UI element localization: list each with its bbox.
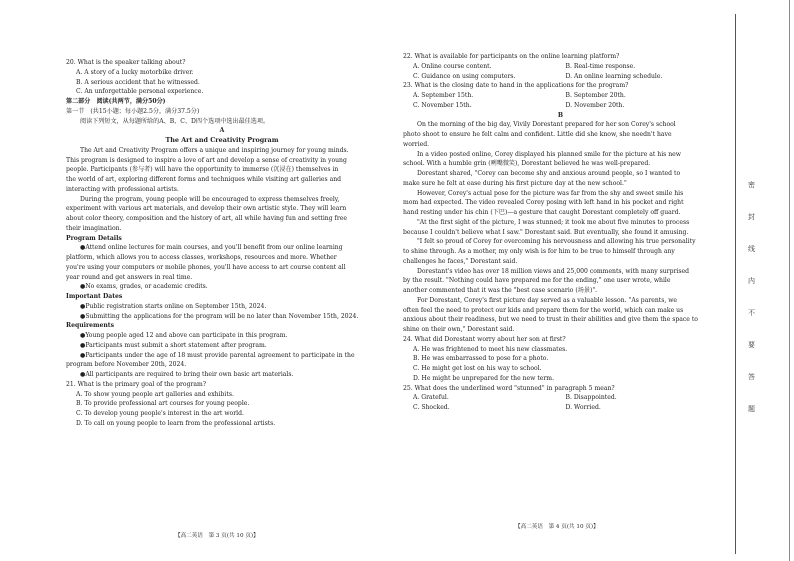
q23-options-row [403, 101, 718, 111]
important-dates-label: Important Dates [66, 293, 123, 300]
para1-line: The Art and Creativity Program offers a unique and inspiring journey for young minds. [80, 146, 349, 154]
date-line: ●Submitting the applications for the program will be no later than November 15th, 2024. [80, 312, 359, 320]
binding-char: 内 [748, 277, 755, 285]
para1-line: people. Participants (参与者) will have the opportunity to immerse (沉浸在) themselves in [66, 166, 339, 174]
passage-b-letter: B [557, 111, 564, 119]
details-line: ●No exams, grades, or academic credits. [80, 283, 208, 291]
q23-option-d: D. November 20th. [565, 101, 625, 109]
requirement-line: ●Participants under the age of 18 must provide parental agreement to participate in the [80, 351, 355, 359]
right-column [403, 0, 718, 413]
binding-char: 要 [748, 341, 755, 349]
passage-b-line: However, Corey's actual pose for the picture was far from the shy and sweet smile his [417, 189, 684, 197]
part2-header: 第二部分 阅读(共两节，满分50分) [66, 98, 166, 105]
q25-options-row [403, 393, 718, 403]
passage-b-line: hand resting under his chin (下巴)—a gesture that caught Dorestant completely off guard. [403, 209, 681, 216]
question-24: 24. What did Dorestant worry about her son at first? [403, 335, 566, 343]
details-line: platform, which allows you to access classes, workshops, resources and more. Whether [66, 254, 337, 261]
question-25: 25. What does the underlined word "stunned" in paragraph 5 mean? [403, 384, 615, 392]
q22-option-b: B. Real-time response. [565, 62, 636, 70]
q22-option-c: C. Guidance on using computers. [413, 72, 516, 80]
q21-option-a: A. To show young people art galleries and exhibits. [76, 390, 234, 398]
passage-b-line: often feel the need to protect our kids and prepare them for the world, which can make us [403, 306, 684, 314]
question-20: 20. What is the speaker talking about? [66, 59, 186, 66]
question-21: 21. What is the primary goal of the program? [66, 380, 207, 388]
binding-margin-line [735, 14, 736, 554]
section1-header: 第一节 (共15小题；每小题2.5分，满分37.5分) [66, 107, 200, 115]
passage-b-line: For Dorestant, Corey's first picture day served as a valuable lesson. "As parents, we [417, 296, 678, 304]
passage-b-line: Dorestant shared, "Corey can become shy and anxious around people, so I wanted to [417, 170, 681, 177]
passage-b-line: Dorestant's video has over 18 million views and 25,000 comments, with many surprised [417, 267, 689, 275]
binding-char: 题 [748, 405, 755, 413]
q20-option-a: A. A story of a lucky motorbike driver. [76, 68, 194, 76]
binding-char: 答 [748, 373, 755, 381]
binding-char: 不 [748, 309, 755, 317]
para2-line: During the program, young people will be encouraged to express themselves freely, [80, 195, 340, 203]
program-details-label: Program Details [66, 234, 122, 242]
binding-char: 封 [748, 213, 755, 221]
q20-option-b: B. A serious accident that he witnessed. [76, 78, 200, 86]
q24-option-a: A. He was frightened to meet his new classmates. [413, 345, 568, 353]
para2-line: experiment with various art materials, and develop their own artistic style. They will learn [66, 205, 347, 213]
q25-option-b: B. Disappointed. [565, 394, 617, 402]
q24-option-b: B. He was embarrassed to pose for a photo. [413, 355, 549, 363]
para2-line: their imagination. [66, 224, 122, 232]
passage-b-line: by the result. "Nothing could have prepared me for the ending," one user wrote, while [403, 277, 671, 285]
q24-option-d: D. He might be unprepared for the new term. [413, 374, 555, 382]
requirement-line: ●Participants must submit a short statement after program. [80, 341, 267, 349]
binding-char: 线 [748, 245, 755, 253]
q23-options-row [403, 91, 718, 101]
para1-line: the world of art, exploring different forms and techniques while visiting art galleries and [66, 176, 342, 183]
q21-option-d: D. To call on young people to learn from the professional artists. [76, 419, 276, 427]
passage-b-line: "I felt so proud of Corey for overcoming his nervousness and allowing his true personality [417, 238, 696, 246]
requirement-line: program before November 20th, 2024. [66, 361, 187, 369]
binding-notice [748, 180, 760, 414]
passage-b-line: In a video posted online, Corey displayed his planned smile for the picture at his new [417, 150, 681, 158]
q22-options-row [403, 72, 718, 82]
requirement-line: ●Young people aged 12 and above can participate in this program. [80, 332, 288, 339]
details-line: ●Attend online lectures for main courses, and you'll benefit from our online learning [80, 244, 343, 252]
question-23: 23. What is the closing date to hand in the applications for the program? [403, 82, 629, 90]
passage-a-title: The Art and Creativity Program [165, 136, 279, 144]
q21-option-b: B. To provide professional art courses for young people. [76, 400, 250, 408]
q22-option-d: D. An online learning schedule. [565, 72, 663, 80]
q25-options-row [403, 403, 718, 413]
page-edge-line [789, 0, 790, 561]
passage-b-line: school. With a humble grin (咧嘴微笑), Dorestant believed he was well-prepared. [403, 160, 651, 168]
details-line: year round and get answers in real time. [66, 273, 193, 281]
passage-b-line: anxious about their readiness, but we need to trust in their abilities and give them the space to [403, 316, 698, 324]
page-footer-right: 【高二英语 第 4 页(共 10 页)】 [515, 524, 599, 530]
q22-options-row [403, 62, 718, 72]
instructions: 阅读下列短文，从每题所给的A、B、C、D四个选项中选出最佳选项。 [80, 117, 270, 125]
passage-b-line: "At the first sight of the picture, I was stunned; it took me about five minutes to process [417, 218, 690, 226]
q23-option-a: A. September 15th. [413, 92, 474, 99]
binding-char: 密 [748, 181, 755, 189]
q25-option-d: D. Worried. [565, 404, 601, 411]
q23-option-c: C. November 15th. [413, 101, 472, 109]
q25-option-c: C. Shocked. [413, 404, 450, 411]
date-line: ●Public registration starts online on September 15th, 2024. [80, 302, 267, 310]
question-22: 22. What is available for participants on the online learning platform? [403, 53, 620, 60]
passage-a-letter: A [219, 127, 225, 135]
q21-option-c: C. To develop young people's interest in the art world. [76, 410, 244, 417]
para1-line: This program is designed to inspire a love of art and develop a sense of creativity in young [66, 156, 347, 164]
passage-b-line: because I couldn't believe what I saw." Dorestant said. But eventually, she found it amusing. [403, 228, 689, 236]
q20-option-c: C. An unforgettable personal experience. [76, 88, 204, 96]
passage-b-line: On the morning of the big day, Vivily Dorestant prepared for her son Corey's school [417, 121, 676, 129]
para1-line: interacting with professional artists. [66, 185, 179, 193]
page-footer-left: 【高二英语 第 3 页(共 10 页)】 [175, 533, 259, 539]
passage-b-line: challenges he faces," Dorestant said. [403, 257, 518, 265]
passage-b-line: photo shoot to ensure he felt calm and confident. Little did she know, she needn't have [403, 131, 672, 138]
q24-option-c: C. He might get lost on his way to school. [413, 365, 542, 372]
q25-option-a: A. Grateful. [413, 394, 449, 402]
passage-b-line: shine on their own," Dorestant said. [403, 326, 515, 333]
passage-b-line: make sure he felt at ease during his first picture day at the new school." [403, 179, 627, 187]
requirement-line: ●All participants are required to bring their own basic art materials. [80, 371, 294, 378]
left-column [66, 0, 378, 429]
details-line: you're using your computers or mobile phones, you'll have access to art course content all [66, 263, 346, 271]
passage-b-line: to shine through. As a mother, my only wish is for him to be true to himself through any [403, 248, 675, 255]
passage-b-line: mom had expected. The video revealed Corey posing with left hand in his pocket and right [403, 199, 684, 207]
para2-line: about color theory, composition and the history of art, all while having fun and setting free [66, 215, 347, 222]
q22-option-a: A. Online course content. [413, 62, 492, 70]
passage-b-line: worried. [403, 140, 430, 148]
q23-option-b: B. September 20th. [565, 92, 626, 99]
requirements-label: Requirements [66, 322, 115, 330]
passage-b-line: another commented that it was the "best case scenario (场景)". [403, 287, 598, 294]
